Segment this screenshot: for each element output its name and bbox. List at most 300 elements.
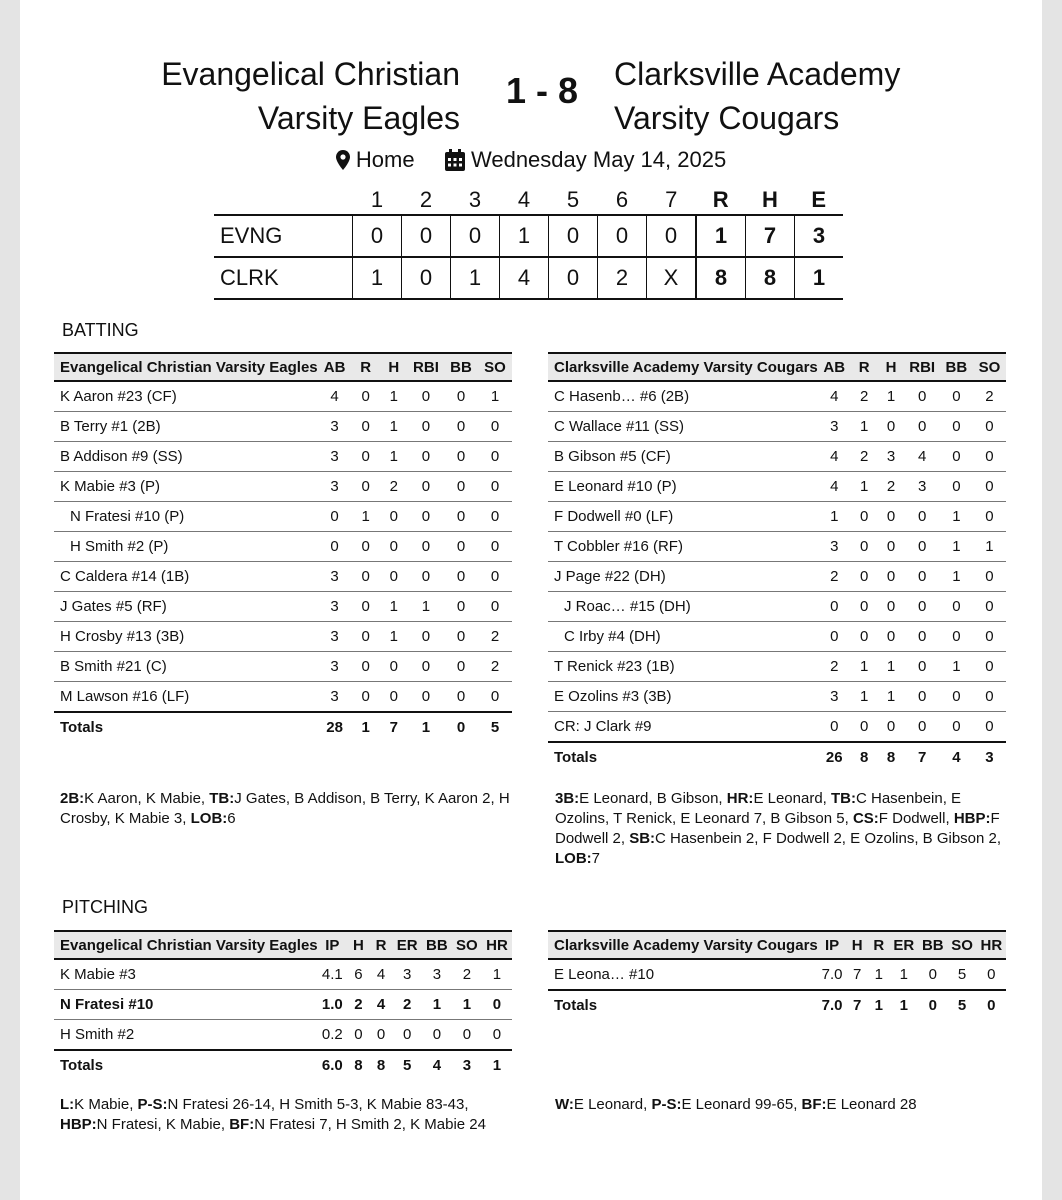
location-text: Home: [355, 147, 415, 173]
stat-value: 0: [422, 1020, 452, 1051]
totals-value: 1: [408, 712, 444, 742]
scorecard-page: [20, 0, 1042, 1200]
player-row: [548, 502, 1006, 532]
stat-value: 0: [478, 562, 512, 592]
line-score-cell: 0: [402, 215, 451, 257]
note-text: F Dodwell 2,: [555, 810, 1000, 847]
totals-label: Totals: [54, 1050, 318, 1080]
line-score-cell: 0: [353, 215, 402, 257]
player-row: [54, 412, 512, 442]
stat-value: 1: [422, 990, 452, 1020]
stat-value: 1: [851, 472, 878, 502]
stat-value: 0: [408, 502, 444, 532]
totals-value: 28: [318, 712, 352, 742]
note-label: P-S:: [137, 1096, 168, 1113]
stat-header: [54, 931, 512, 959]
stat-column-header: BB: [918, 931, 947, 959]
inning-4-header: 4: [517, 187, 531, 212]
stat-value: 0: [352, 381, 380, 412]
stat-value: 1: [352, 502, 380, 532]
stat-value: 0: [918, 959, 947, 990]
stat-value: 0: [878, 532, 905, 562]
stat-value: 0: [444, 652, 478, 682]
stat-value: 0: [370, 1020, 393, 1051]
note-text: K Aaron, K Mabie,: [84, 790, 210, 807]
stat-value: 0: [408, 562, 444, 592]
stat-header-row: [548, 931, 1006, 959]
note-text: E Leonard 99-65,: [681, 1096, 802, 1113]
stat-value: 4: [818, 381, 851, 412]
game-date: Wednesday May 14, 2025: [470, 147, 727, 173]
stat-value: 0: [444, 502, 478, 532]
line-score-cell: 0: [451, 215, 500, 257]
stat-value: 0: [851, 562, 878, 592]
player-name: B Terry #1 (2B): [54, 412, 318, 442]
note-text: N Fratesi, K Mabie,: [96, 1116, 230, 1133]
stat-value: 0: [878, 412, 905, 442]
note-text: 6: [227, 810, 236, 827]
stat-value: 2: [878, 472, 905, 502]
player-name: CR: J Clark #9: [548, 712, 818, 743]
player-name: H Smith #2: [54, 1020, 318, 1051]
team-column-header: Clarksville Academy Varsity Cougars: [548, 931, 818, 959]
player-name: B Smith #21 (C): [54, 652, 318, 682]
stat-value: 0: [904, 412, 939, 442]
away-team-squad: Varsity Eagles: [257, 100, 460, 136]
player-name: E Leona… #10: [548, 959, 818, 990]
stat-header-row: [54, 353, 512, 381]
stat-value: 0: [392, 1020, 421, 1051]
player-name: K Mabie #3: [54, 959, 318, 990]
stat-column-header: RBI: [904, 353, 939, 381]
player-name: N Fratesi #10 (P): [54, 502, 318, 532]
stat-value: 0: [318, 502, 352, 532]
away-pitching-notes: [60, 1095, 510, 1135]
note-label: 3B:: [555, 790, 580, 807]
player-row: [548, 682, 1006, 712]
totals-label: Totals: [54, 712, 318, 742]
stat-value: 0: [444, 682, 478, 713]
line-score-cell: 2: [598, 257, 647, 299]
stat-value: 0: [380, 532, 408, 562]
note-label: L:: [60, 1096, 75, 1113]
stat-header-row: [548, 353, 1006, 381]
stat-value: 4: [318, 381, 352, 412]
away-batting-notes: [60, 789, 510, 829]
totals-value: 1: [352, 712, 380, 742]
stat-header-row: [54, 931, 512, 959]
inning-7-header: 7: [665, 187, 678, 212]
line-score-cell: 1: [500, 215, 549, 257]
player-name: J Gates #5 (RF): [54, 592, 318, 622]
note-label: TB:: [209, 790, 235, 807]
player-row: [54, 652, 512, 682]
stat-value: 0: [478, 472, 512, 502]
stat-value: 0: [878, 592, 905, 622]
stat-value: 0: [851, 532, 878, 562]
stat-header: [54, 353, 512, 381]
line-score-team: CLRK: [220, 265, 279, 290]
team-column-header: Evangelical Christian Varsity Eagles: [54, 931, 318, 959]
home-team-name: [614, 52, 1034, 140]
player-row: [548, 959, 1006, 990]
totals-row: [548, 990, 1006, 1020]
line-score-cell: 0: [598, 215, 647, 257]
totals-row: [54, 1050, 512, 1080]
stat-value: 1: [973, 532, 1006, 562]
totals-value: 8: [878, 742, 905, 772]
stat-value: 0: [444, 381, 478, 412]
stat-value: 0: [878, 712, 905, 743]
totals-row: [54, 712, 512, 742]
stat-value: 4: [818, 472, 851, 502]
totals-value: 5: [478, 712, 512, 742]
stat-value: 0: [482, 990, 512, 1020]
stat-value: 0: [940, 381, 973, 412]
totals-value: 3: [452, 1050, 482, 1080]
stat-value: 1: [452, 990, 482, 1020]
totals-value: 6.0: [318, 1050, 347, 1080]
player-row: [54, 562, 512, 592]
stat-value: 2: [818, 652, 851, 682]
stat-column-header: SO: [452, 931, 482, 959]
stat-column-header: SO: [947, 931, 976, 959]
stat-value: 7.0: [818, 959, 847, 990]
note-label: LOB:: [555, 850, 592, 867]
stat-value: 3: [422, 959, 452, 990]
stat-value: 0: [973, 712, 1006, 743]
stat-value: 4: [818, 442, 851, 472]
stat-value: 3: [818, 532, 851, 562]
stat-value: 0: [973, 502, 1006, 532]
stat-column-header: IP: [318, 931, 347, 959]
line-score-cell: X: [647, 257, 697, 299]
note-label: CS:: [852, 810, 879, 827]
player-name: B Gibson #5 (CF): [548, 442, 818, 472]
stat-value: 2: [851, 442, 878, 472]
stat-value: 0: [973, 622, 1006, 652]
stat-value: 0: [478, 592, 512, 622]
stat-value: 0: [973, 442, 1006, 472]
stat-value: 0: [904, 622, 939, 652]
stat-value: 1: [851, 412, 878, 442]
stat-value: 0: [818, 592, 851, 622]
stat-value: 0: [940, 442, 973, 472]
stat-value: 3: [318, 472, 352, 502]
line-score-cell: 8: [746, 257, 795, 299]
stat-value: 0: [482, 1020, 512, 1051]
player-name: M Lawson #16 (LF): [54, 682, 318, 713]
stat-column-header: H: [846, 931, 868, 959]
player-name: J Page #22 (DH): [548, 562, 818, 592]
stat-value: 4.1: [318, 959, 347, 990]
stat-value: 2: [973, 381, 1006, 412]
stat-value: 0: [940, 592, 973, 622]
note-text: F Dodwell,: [878, 810, 954, 827]
stat-value: 3: [904, 472, 939, 502]
note-label: BF:: [229, 1116, 255, 1133]
line-score-team: EVNG: [220, 223, 283, 248]
stat-value: 0: [940, 472, 973, 502]
stat-value: 0: [904, 562, 939, 592]
note-text: J Gates, B Addison, B Terry, K Aaron 2, H Crosby, K Mabie 3,: [60, 790, 510, 827]
stat-column-header: SO: [478, 353, 512, 381]
note-text: C Hasenbein 2, F Dodwell 2, E Ozolins, B Gibson 2,: [655, 830, 1002, 847]
stat-value: 3: [318, 652, 352, 682]
note-text: C Hasenbein, E Ozolins, T Renick, E Leonard 7, B Gibson 5,: [555, 790, 962, 827]
stat-value: 0: [973, 472, 1006, 502]
away-team-name: [20, 52, 460, 140]
stat-value: 0: [444, 592, 478, 622]
stat-value: 0: [973, 592, 1006, 622]
stat-value: 1: [940, 502, 973, 532]
stat-value: 0: [478, 412, 512, 442]
player-name: N Fratesi #10: [54, 990, 318, 1020]
stat-value: 1: [380, 412, 408, 442]
stat-value: 1: [878, 381, 905, 412]
stat-value: 1: [851, 682, 878, 712]
stat-value: 1: [380, 622, 408, 652]
stat-value: 1: [380, 381, 408, 412]
player-row: [54, 532, 512, 562]
stat-value: 4: [370, 959, 393, 990]
hits-header: H: [762, 187, 778, 212]
stat-header: [548, 353, 1006, 381]
player-row: [548, 652, 1006, 682]
stat-column-header: ER: [890, 931, 919, 959]
note-label: HBP:: [60, 1116, 97, 1133]
line-score-cell: 8: [696, 257, 746, 299]
player-row: [54, 502, 512, 532]
stat-value: 0: [977, 959, 1006, 990]
totals-label: Totals: [548, 742, 818, 772]
stat-value: 0: [380, 502, 408, 532]
line-score-cell: 0: [549, 257, 598, 299]
player-row: [54, 442, 512, 472]
line-score-cell: 3: [795, 215, 844, 257]
stat-column-header: R: [352, 353, 380, 381]
stat-column-header: AB: [318, 353, 352, 381]
stat-value: 0: [352, 412, 380, 442]
stat-column-header: AB: [818, 353, 851, 381]
stat-value: 6: [347, 959, 370, 990]
game-meta: [20, 146, 1042, 173]
stat-value: 1: [818, 502, 851, 532]
stat-column-header: BB: [444, 353, 478, 381]
stat-value: 0: [408, 442, 444, 472]
note-label: SB:: [629, 830, 656, 847]
stat-column-header: H: [878, 353, 905, 381]
totals-value: 8: [370, 1050, 393, 1080]
calendar-icon: [445, 149, 465, 171]
player-row: [548, 381, 1006, 412]
totals-value: 0: [444, 712, 478, 742]
player-name: F Dodwell #0 (LF): [548, 502, 818, 532]
stat-value: 1: [482, 959, 512, 990]
player-name: K Aaron #23 (CF): [54, 381, 318, 412]
stat-value: 0: [408, 682, 444, 713]
stat-value: 0: [408, 381, 444, 412]
totals-value: 5: [947, 990, 976, 1020]
totals-value: 5: [392, 1050, 421, 1080]
note-text: E Leonard, B Gibson,: [579, 790, 727, 807]
totals-value: 7: [380, 712, 408, 742]
stat-value: 0: [380, 682, 408, 713]
stat-value: 1: [851, 652, 878, 682]
stat-column-header: H: [380, 353, 408, 381]
stat-value: 3: [318, 622, 352, 652]
player-name: T Cobbler #16 (RF): [548, 532, 818, 562]
stat-value: 0: [878, 562, 905, 592]
totals-value: 4: [940, 742, 973, 772]
stat-value: 0: [352, 472, 380, 502]
stat-column-header: SO: [973, 353, 1006, 381]
stat-column-header: BB: [422, 931, 452, 959]
stat-value: 2: [452, 959, 482, 990]
home-pitching-notes: [555, 1095, 1010, 1115]
stat-value: 0: [444, 472, 478, 502]
errors-header: E: [811, 187, 827, 212]
stat-value: 0: [973, 562, 1006, 592]
player-row: [54, 381, 512, 412]
line-score-row: [214, 257, 843, 299]
stat-value: 2: [851, 381, 878, 412]
team-column-header: Clarksville Academy Varsity Cougars: [548, 353, 818, 381]
stat-value: 0: [904, 592, 939, 622]
totals-value: 1: [482, 1050, 512, 1080]
stat-value: 2: [392, 990, 421, 1020]
note-label: BF:: [801, 1096, 827, 1113]
line-score-cell: 4: [500, 257, 549, 299]
note-label: HR:: [726, 790, 754, 807]
player-name: B Addison #9 (SS): [54, 442, 318, 472]
line-score-cell: 1: [795, 257, 844, 299]
stat-value: 0: [380, 562, 408, 592]
stat-value: 0: [940, 412, 973, 442]
note-text: 7: [591, 850, 601, 867]
note-text: E Leonard,: [573, 1096, 652, 1113]
stat-value: 2: [478, 652, 512, 682]
player-row: [54, 990, 512, 1020]
player-name: E Ozolins #3 (3B): [548, 682, 818, 712]
stat-value: 0: [478, 532, 512, 562]
note-label: HBP:: [953, 810, 991, 827]
pitching-section-title: PITCHING: [62, 897, 149, 917]
stat-value: 0: [478, 682, 512, 713]
stat-value: 3: [818, 682, 851, 712]
stat-value: 0: [818, 622, 851, 652]
stat-value: 0: [904, 712, 939, 743]
player-name: C Wallace #11 (SS): [548, 412, 818, 442]
stat-value: 1: [940, 652, 973, 682]
player-name: E Leonard #10 (P): [548, 472, 818, 502]
totals-value: 26: [818, 742, 851, 772]
stat-value: 2: [478, 622, 512, 652]
stat-value: 0: [347, 1020, 370, 1051]
stat-value: 0: [818, 712, 851, 743]
inning-2-header: 2: [419, 187, 433, 212]
stat-value: 1: [868, 959, 890, 990]
player-row: [548, 562, 1006, 592]
stat-value: 0: [408, 532, 444, 562]
location-pin-icon: [336, 150, 350, 170]
player-name: T Renick #23 (1B): [548, 652, 818, 682]
stat-value: 0: [352, 622, 380, 652]
totals-value: 7.0: [818, 990, 847, 1020]
final-score: 1 - 8: [505, 70, 579, 111]
stat-header: [548, 931, 1006, 959]
note-text: E Leonard 28: [826, 1096, 917, 1113]
stat-value: 0.2: [318, 1020, 347, 1051]
totals-value: 0: [918, 990, 947, 1020]
stat-value: 7: [846, 959, 868, 990]
line-score-table: [214, 186, 843, 300]
stat-value: 1.0: [318, 990, 347, 1020]
stat-value: 3: [818, 412, 851, 442]
totals-value: 3: [973, 742, 1006, 772]
stat-value: 0: [904, 532, 939, 562]
stat-value: 0: [904, 682, 939, 712]
stat-value: 0: [851, 592, 878, 622]
totals-value: 7: [904, 742, 939, 772]
player-row: [548, 412, 1006, 442]
home-team-school: Clarksville Academy: [614, 56, 901, 92]
stat-value: 1: [380, 592, 408, 622]
stat-value: 0: [878, 622, 905, 652]
player-row: [548, 712, 1006, 743]
player-name: K Mabie #3 (P): [54, 472, 318, 502]
stat-value: 0: [851, 502, 878, 532]
stat-value: 0: [444, 532, 478, 562]
player-row: [548, 472, 1006, 502]
player-name: C Hasenb… #6 (2B): [548, 381, 818, 412]
stat-value: 0: [444, 562, 478, 592]
player-row: [548, 622, 1006, 652]
stat-value: 0: [904, 502, 939, 532]
stat-value: 1: [878, 652, 905, 682]
stat-value: 4: [370, 990, 393, 1020]
home-batting-table: [548, 352, 1006, 772]
stat-value: 0: [478, 502, 512, 532]
line-score-cell: 7: [746, 215, 795, 257]
stat-value: 1: [940, 532, 973, 562]
player-row: [54, 1020, 512, 1051]
stat-value: 0: [940, 682, 973, 712]
player-row: [54, 622, 512, 652]
stat-value: 1: [890, 959, 919, 990]
stat-value: 1: [478, 381, 512, 412]
stat-value: 0: [940, 622, 973, 652]
totals-value: 0: [977, 990, 1006, 1020]
stat-value: 0: [352, 652, 380, 682]
stat-value: 1: [408, 592, 444, 622]
stat-column-header: HR: [482, 931, 512, 959]
note-label: 2B:: [60, 790, 85, 807]
stat-value: 1: [380, 442, 408, 472]
away-pitching-table: [54, 930, 512, 1080]
stat-value: 3: [318, 562, 352, 592]
line-score-cell: 0: [647, 215, 697, 257]
batting-section-title: BATTING: [62, 320, 139, 340]
stat-value: 0: [408, 412, 444, 442]
home-batting-notes: [555, 789, 1010, 869]
note-text: K Mabie,: [74, 1096, 138, 1113]
stat-column-header: H: [347, 931, 370, 959]
note-text: N Fratesi 7, H Smith 2, K Mabie 24: [254, 1116, 486, 1133]
player-name: C Caldera #14 (1B): [54, 562, 318, 592]
inning-1-header: 1: [370, 187, 384, 212]
inning-3-header: 3: [468, 187, 482, 212]
